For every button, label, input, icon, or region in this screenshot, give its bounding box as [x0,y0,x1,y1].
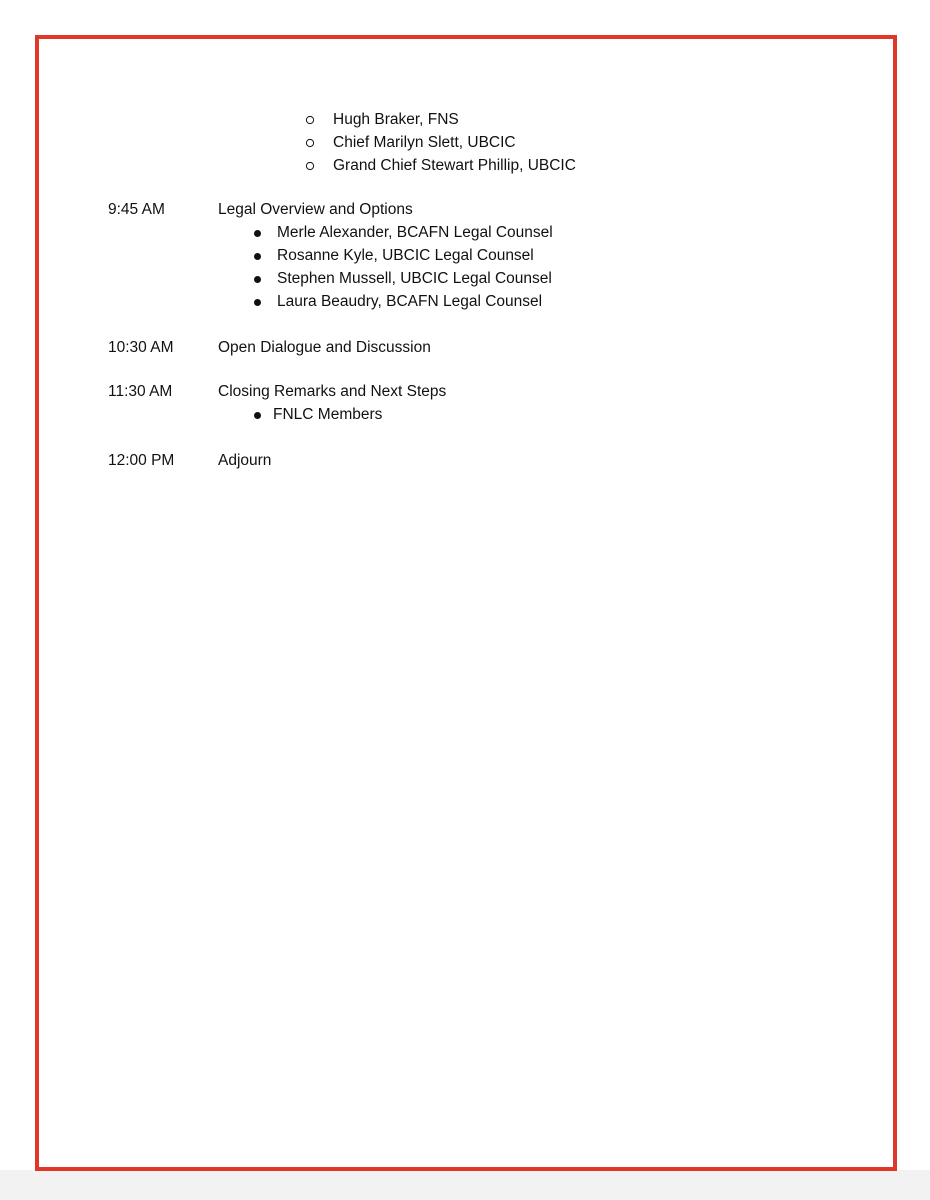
list-item: Hugh Braker, FNS [333,111,459,128]
list-item: Merle Alexander, BCAFN Legal Counsel [277,224,553,241]
agenda-title: Closing Remarks and Next Steps [218,383,447,400]
agenda-title: Adjourn [218,452,272,469]
agenda-title: Open Dialogue and Discussion [218,339,431,356]
bullet-icon [254,230,261,237]
hollow-circle-bullet-icon [305,161,315,171]
agenda-time: 9:45 AM [108,201,165,218]
bullet-icon [254,253,261,260]
list-item: Chief Marilyn Slett, UBCIC [333,134,516,151]
agenda-time: 10:30 AM [108,339,174,356]
list-item: FNLC Members [273,406,383,423]
hollow-circle-bullet-icon [305,138,315,148]
agenda-time: 11:30 AM [108,383,173,400]
bullet-icon [254,299,261,306]
bullet-icon [254,412,261,419]
list-item: Stephen Mussell, UBCIC Legal Counsel [277,270,552,287]
list-item: Laura Beaudry, BCAFN Legal Counsel [277,293,543,310]
agenda-title: Legal Overview and Options [218,201,413,218]
list-item: Rosanne Kyle, UBCIC Legal Counsel [277,247,534,264]
hollow-circle-bullet-icon [305,115,315,125]
agenda-time: 12:00 PM [108,452,175,469]
bullet-icon [254,276,261,283]
list-item: Grand Chief Stewart Phillip, UBCIC [333,157,576,174]
